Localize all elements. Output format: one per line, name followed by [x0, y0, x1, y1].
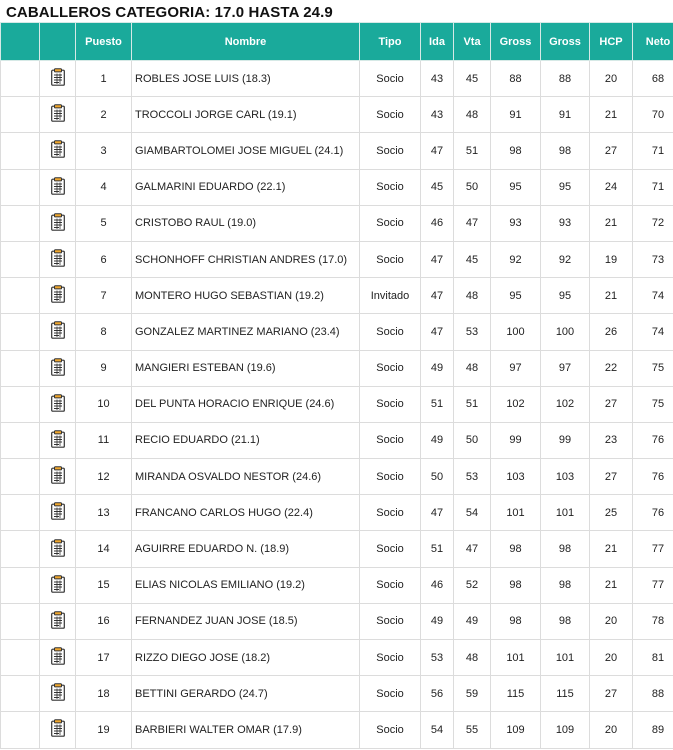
cell-gross-2: 93 — [541, 205, 590, 241]
cell-gross: 98 — [491, 531, 541, 567]
cell-puesto: 2 — [76, 97, 132, 133]
cell-neto: 77 — [633, 531, 673, 567]
table-row — [1, 422, 673, 458]
row-blank-cell — [1, 314, 40, 350]
cell-nombre: MONTERO HUGO SEBASTIAN (19.2) — [132, 278, 360, 314]
clipboard-svg — [51, 213, 65, 231]
cell-gross: 95 — [491, 278, 541, 314]
cell-gross-2: 97 — [541, 350, 590, 386]
row-blank-cell — [1, 169, 40, 205]
cell-tipo: Socio — [360, 241, 421, 277]
clipboard-svg — [51, 140, 65, 158]
cell-ida: 43 — [421, 97, 454, 133]
row-blank-cell — [1, 386, 40, 422]
cell-ida: 46 — [421, 205, 454, 241]
cell-ida: 47 — [421, 495, 454, 531]
table-row — [1, 314, 673, 350]
cell-gross: 93 — [491, 205, 541, 241]
cell-ida: 49 — [421, 603, 454, 639]
scorecard-cell[interactable] — [40, 459, 76, 495]
cell-gross-2: 98 — [541, 567, 590, 603]
cell-nombre: GIAMBARTOLOMEI JOSE MIGUEL (24.1) — [132, 133, 360, 169]
table-row — [1, 205, 673, 241]
clipboard-svg — [51, 430, 65, 448]
cell-neto: 75 — [633, 386, 673, 422]
cell-vta: 49 — [454, 603, 491, 639]
table-row — [1, 567, 673, 603]
clipboard-svg — [51, 249, 65, 267]
cell-neto: 76 — [633, 459, 673, 495]
scorecard-clipboard-icon[interactable] — [51, 683, 65, 704]
cell-puesto: 6 — [76, 241, 132, 277]
scorecard-cell[interactable] — [40, 350, 76, 386]
cell-gross: 109 — [491, 712, 541, 748]
scorecard-clipboard-icon[interactable] — [51, 430, 65, 451]
scorecard-clipboard-icon[interactable] — [51, 285, 65, 306]
cell-tipo: Socio — [360, 495, 421, 531]
scorecard-cell[interactable] — [40, 676, 76, 712]
cell-ida: 47 — [421, 314, 454, 350]
cell-vta: 45 — [454, 241, 491, 277]
table-row — [1, 386, 673, 422]
scorecard-clipboard-icon[interactable] — [51, 177, 65, 198]
cell-hcp: 24 — [590, 169, 633, 205]
cell-puesto: 15 — [76, 567, 132, 603]
clipboard-svg — [51, 502, 65, 520]
clipboard-svg — [51, 647, 65, 665]
table-row — [1, 350, 673, 386]
clipboard-svg — [51, 719, 65, 737]
cell-nombre: SCHONHOFF CHRISTIAN ANDRES (17.0) — [132, 241, 360, 277]
cell-tipo: Socio — [360, 567, 421, 603]
scorecard-cell[interactable] — [40, 422, 76, 458]
cell-gross-2: 91 — [541, 97, 590, 133]
scorecard-cell[interactable] — [40, 603, 76, 639]
scorecard-clipboard-icon[interactable] — [51, 647, 65, 668]
cell-gross-2: 92 — [541, 241, 590, 277]
scorecard-cell[interactable] — [40, 314, 76, 350]
cell-hcp: 21 — [590, 531, 633, 567]
cell-tipo: Socio — [360, 386, 421, 422]
header-puesto[interactable]: Puesto — [76, 23, 132, 61]
cell-hcp: 25 — [590, 495, 633, 531]
cell-gross: 91 — [491, 97, 541, 133]
cell-nombre: RECIO EDUARDO (21.1) — [132, 422, 360, 458]
table-row — [1, 495, 673, 531]
scorecard-clipboard-icon[interactable] — [51, 466, 65, 487]
clipboard-svg — [51, 285, 65, 303]
cell-vta: 55 — [454, 712, 491, 748]
cell-hcp: 21 — [590, 278, 633, 314]
row-blank-cell — [1, 350, 40, 386]
cell-puesto: 19 — [76, 712, 132, 748]
clipboard-svg — [51, 104, 65, 122]
cell-puesto: 8 — [76, 314, 132, 350]
scorecard-clipboard-icon[interactable] — [51, 394, 65, 415]
cell-gross: 98 — [491, 567, 541, 603]
cell-hcp: 27 — [590, 676, 633, 712]
cell-vta: 50 — [454, 169, 491, 205]
cell-nombre: BETTINI GERARDO (24.7) — [132, 676, 360, 712]
clipboard-svg — [51, 358, 65, 376]
row-blank-cell — [1, 133, 40, 169]
table-row — [1, 531, 673, 567]
cell-gross-2: 98 — [541, 603, 590, 639]
scorecard-cell[interactable] — [40, 133, 76, 169]
cell-neto: 81 — [633, 640, 673, 676]
cell-gross: 100 — [491, 314, 541, 350]
table-row — [1, 712, 673, 748]
cell-gross: 92 — [491, 241, 541, 277]
cell-vta: 48 — [454, 640, 491, 676]
row-blank-cell — [1, 676, 40, 712]
cell-nombre: BARBIERI WALTER OMAR (17.9) — [132, 712, 360, 748]
cell-hcp: 27 — [590, 133, 633, 169]
cell-puesto: 10 — [76, 386, 132, 422]
cell-vta: 47 — [454, 205, 491, 241]
cell-neto: 72 — [633, 205, 673, 241]
cell-hcp: 22 — [590, 350, 633, 386]
cell-nombre: FERNANDEZ JUAN JOSE (18.5) — [132, 603, 360, 639]
cell-nombre: CRISTOBO RAUL (19.0) — [132, 205, 360, 241]
cell-vta: 51 — [454, 386, 491, 422]
cell-ida: 49 — [421, 350, 454, 386]
table-row — [1, 133, 673, 169]
cell-hcp: 27 — [590, 459, 633, 495]
cell-gross: 103 — [491, 459, 541, 495]
page-title: CABALLEROS CATEGORIA: 17.0 HASTA 24.9 — [6, 4, 333, 21]
cell-ida: 47 — [421, 278, 454, 314]
cell-gross-2: 95 — [541, 278, 590, 314]
cell-vta: 52 — [454, 567, 491, 603]
cell-neto: 74 — [633, 278, 673, 314]
scorecard-clipboard-icon[interactable] — [51, 68, 65, 89]
cell-ida: 56 — [421, 676, 454, 712]
cell-vta: 53 — [454, 314, 491, 350]
cell-nombre: DEL PUNTA HORACIO ENRIQUE (24.6) — [132, 386, 360, 422]
clipboard-svg — [51, 539, 65, 557]
scorecard-clipboard-icon[interactable] — [51, 104, 65, 125]
cell-neto: 71 — [633, 133, 673, 169]
cell-ida: 47 — [421, 133, 454, 169]
cell-neto: 77 — [633, 567, 673, 603]
cell-nombre: TROCCOLI JORGE CARL (19.1) — [132, 97, 360, 133]
cell-neto: 75 — [633, 350, 673, 386]
row-blank-cell — [1, 531, 40, 567]
row-blank-cell — [1, 241, 40, 277]
scorecard-cell[interactable] — [40, 97, 76, 133]
cell-neto: 89 — [633, 712, 673, 748]
cell-hcp: 21 — [590, 97, 633, 133]
scorecard-clipboard-icon[interactable] — [51, 213, 65, 234]
cell-vta: 48 — [454, 97, 491, 133]
cell-gross-2: 115 — [541, 676, 590, 712]
cell-hcp: 21 — [590, 205, 633, 241]
cell-vta: 45 — [454, 61, 491, 97]
cell-vta: 47 — [454, 531, 491, 567]
cell-ida: 53 — [421, 640, 454, 676]
cell-hcp: 27 — [590, 386, 633, 422]
scorecard-clipboard-icon[interactable] — [51, 575, 65, 596]
cell-gross-2: 101 — [541, 640, 590, 676]
scorecard-clipboard-icon[interactable] — [51, 358, 65, 379]
cell-gross-2: 103 — [541, 459, 590, 495]
cell-puesto: 13 — [76, 495, 132, 531]
scorecard-clipboard-icon[interactable] — [51, 611, 65, 632]
cell-tipo: Socio — [360, 676, 421, 712]
cell-gross-2: 88 — [541, 61, 590, 97]
cell-gross: 115 — [491, 676, 541, 712]
cell-gross: 102 — [491, 386, 541, 422]
row-blank-cell — [1, 61, 40, 97]
scorecard-clipboard-icon[interactable] — [51, 140, 65, 161]
cell-ida: 51 — [421, 531, 454, 567]
cell-ida: 43 — [421, 61, 454, 97]
table-row — [1, 97, 673, 133]
cell-ida: 50 — [421, 459, 454, 495]
cell-hcp: 26 — [590, 314, 633, 350]
scorecard-clipboard-icon[interactable] — [51, 719, 65, 740]
header-blank-2 — [40, 23, 76, 61]
cell-hcp: 23 — [590, 422, 633, 458]
cell-gross-2: 99 — [541, 422, 590, 458]
scorecard-clipboard-icon[interactable] — [51, 539, 65, 560]
cell-tipo: Socio — [360, 459, 421, 495]
scorecard-cell[interactable] — [40, 712, 76, 748]
cell-tipo: Socio — [360, 205, 421, 241]
clipboard-svg — [51, 683, 65, 701]
cell-ida: 54 — [421, 712, 454, 748]
cell-ida: 51 — [421, 386, 454, 422]
scorecard-cell[interactable] — [40, 531, 76, 567]
cell-neto: 78 — [633, 603, 673, 639]
clipboard-svg — [51, 321, 65, 339]
cell-neto: 68 — [633, 61, 673, 97]
cell-gross: 99 — [491, 422, 541, 458]
row-blank-cell — [1, 567, 40, 603]
scorecard-clipboard-icon[interactable] — [51, 249, 65, 270]
cell-ida: 46 — [421, 567, 454, 603]
cell-nombre: GALMARINI EDUARDO (22.1) — [132, 169, 360, 205]
cell-gross-2: 102 — [541, 386, 590, 422]
cell-hcp: 21 — [590, 567, 633, 603]
table-row — [1, 169, 673, 205]
scorecard-clipboard-icon[interactable] — [51, 502, 65, 523]
cell-puesto: 4 — [76, 169, 132, 205]
cell-hcp: 20 — [590, 640, 633, 676]
clipboard-svg — [51, 575, 65, 593]
clipboard-svg — [51, 394, 65, 412]
cell-neto: 71 — [633, 169, 673, 205]
cell-hcp: 20 — [590, 712, 633, 748]
cell-puesto: 17 — [76, 640, 132, 676]
table-row — [1, 278, 673, 314]
cell-ida: 49 — [421, 422, 454, 458]
clipboard-svg — [51, 466, 65, 484]
cell-gross-2: 101 — [541, 495, 590, 531]
row-blank-cell — [1, 422, 40, 458]
cell-puesto: 3 — [76, 133, 132, 169]
cell-tipo: Socio — [360, 422, 421, 458]
cell-neto: 88 — [633, 676, 673, 712]
cell-nombre: ROBLES JOSE LUIS (18.3) — [132, 61, 360, 97]
header-blank-1 — [1, 23, 40, 61]
cell-vta: 53 — [454, 459, 491, 495]
cell-gross: 97 — [491, 350, 541, 386]
header-hcp[interactable]: HCP — [590, 23, 633, 61]
cell-puesto: 18 — [76, 676, 132, 712]
row-blank-cell — [1, 640, 40, 676]
cell-gross-2: 95 — [541, 169, 590, 205]
cell-vta: 51 — [454, 133, 491, 169]
cell-hcp: 20 — [590, 603, 633, 639]
cell-gross-2: 98 — [541, 531, 590, 567]
header-nombre[interactable]: Nombre — [132, 23, 360, 61]
cell-gross: 95 — [491, 169, 541, 205]
row-blank-cell — [1, 603, 40, 639]
cell-gross: 98 — [491, 133, 541, 169]
cell-gross: 88 — [491, 61, 541, 97]
table-row — [1, 241, 673, 277]
table-row — [1, 640, 673, 676]
cell-gross: 98 — [491, 603, 541, 639]
table-row — [1, 61, 673, 97]
cell-gross: 101 — [491, 640, 541, 676]
cell-nombre: FRANCANO CARLOS HUGO (22.4) — [132, 495, 360, 531]
cell-tipo: Socio — [360, 97, 421, 133]
cell-tipo: Socio — [360, 314, 421, 350]
table-row — [1, 603, 673, 639]
cell-tipo: Socio — [360, 169, 421, 205]
header-vta[interactable]: Vta — [454, 23, 491, 61]
cell-neto: 76 — [633, 495, 673, 531]
table-row — [1, 459, 673, 495]
cell-puesto: 9 — [76, 350, 132, 386]
cell-puesto: 16 — [76, 603, 132, 639]
row-blank-cell — [1, 205, 40, 241]
cell-tipo: Socio — [360, 712, 421, 748]
cell-neto: 73 — [633, 241, 673, 277]
cell-neto: 70 — [633, 97, 673, 133]
header-gross[interactable]: Gross — [491, 23, 541, 61]
scorecard-cell[interactable] — [40, 567, 76, 603]
cell-neto: 76 — [633, 422, 673, 458]
cell-tipo: Socio — [360, 133, 421, 169]
scorecard-cell[interactable] — [40, 241, 76, 277]
cell-gross-2: 100 — [541, 314, 590, 350]
clipboard-svg — [51, 177, 65, 195]
cell-vta: 48 — [454, 350, 491, 386]
cell-puesto: 5 — [76, 205, 132, 241]
cell-hcp: 19 — [590, 241, 633, 277]
cell-gross-2: 98 — [541, 133, 590, 169]
cell-vta: 48 — [454, 278, 491, 314]
cell-neto: 74 — [633, 314, 673, 350]
cell-nombre: RIZZO DIEGO JOSE (18.2) — [132, 640, 360, 676]
header-gross-2[interactable]: Gross — [541, 23, 590, 61]
cell-vta: 59 — [454, 676, 491, 712]
clipboard-svg — [51, 611, 65, 629]
cell-nombre: MANGIERI ESTEBAN (19.6) — [132, 350, 360, 386]
cell-tipo: Invitado — [360, 278, 421, 314]
header-neto[interactable]: Neto — [633, 23, 673, 61]
cell-tipo: Socio — [360, 350, 421, 386]
cell-ida: 45 — [421, 169, 454, 205]
cell-puesto: 7 — [76, 278, 132, 314]
scorecard-cell[interactable] — [40, 640, 76, 676]
scorecard-cell[interactable] — [40, 386, 76, 422]
cell-puesto: 14 — [76, 531, 132, 567]
cell-nombre: MIRANDA OSVALDO NESTOR (24.6) — [132, 459, 360, 495]
cell-nombre: AGUIRRE EDUARDO N. (18.9) — [132, 531, 360, 567]
cell-gross: 101 — [491, 495, 541, 531]
cell-ida: 47 — [421, 241, 454, 277]
scorecard-cell[interactable] — [40, 205, 76, 241]
cell-gross-2: 109 — [541, 712, 590, 748]
cell-puesto: 1 — [76, 61, 132, 97]
cell-hcp: 20 — [590, 61, 633, 97]
row-blank-cell — [1, 278, 40, 314]
table-row — [1, 676, 673, 712]
table-header-row — [1, 23, 673, 61]
clipboard-svg — [51, 68, 65, 86]
cell-tipo: Socio — [360, 640, 421, 676]
header-tipo[interactable]: Tipo — [360, 23, 421, 61]
cell-tipo: Socio — [360, 61, 421, 97]
scorecard-cell[interactable] — [40, 278, 76, 314]
cell-puesto: 11 — [76, 422, 132, 458]
row-blank-cell — [1, 495, 40, 531]
cell-tipo: Socio — [360, 531, 421, 567]
cell-puesto: 12 — [76, 459, 132, 495]
results-table — [0, 22, 673, 749]
cell-vta: 54 — [454, 495, 491, 531]
header-ida[interactable]: Ida — [421, 23, 454, 61]
row-blank-cell — [1, 459, 40, 495]
cell-nombre: ELIAS NICOLAS EMILIANO (19.2) — [132, 567, 360, 603]
scorecard-cell[interactable] — [40, 61, 76, 97]
scorecard-cell[interactable] — [40, 169, 76, 205]
row-blank-cell — [1, 97, 40, 133]
row-blank-cell — [1, 712, 40, 748]
scorecard-cell[interactable] — [40, 495, 76, 531]
scorecard-clipboard-icon[interactable] — [51, 321, 65, 342]
cell-tipo: Socio — [360, 603, 421, 639]
cell-nombre: GONZALEZ MARTINEZ MARIANO (23.4) — [132, 314, 360, 350]
cell-vta: 50 — [454, 422, 491, 458]
